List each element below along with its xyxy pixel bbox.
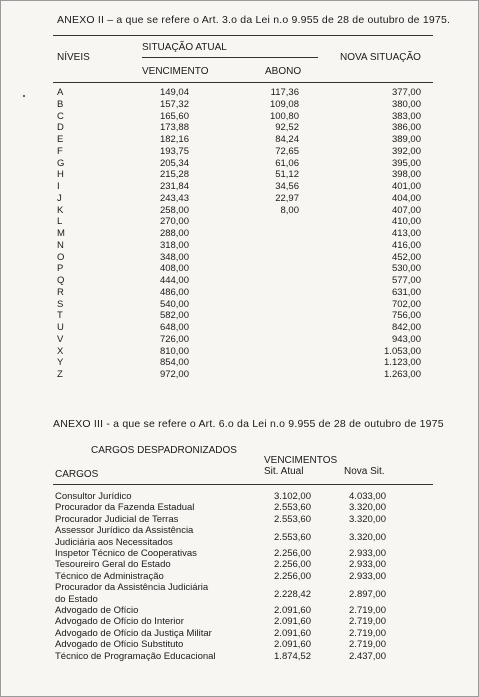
nivel-cell: H bbox=[57, 169, 64, 181]
nivel-cell: R bbox=[57, 286, 64, 298]
cargo-name-line: Procurador da Assistência Judiciária bbox=[55, 582, 209, 594]
anexo-ii-title: ANEXO II – a que se refere o Art. 3.o da Lei n.o 9.955 de 28 de outubro de 1975. bbox=[57, 14, 451, 26]
nivel-cell: E bbox=[57, 134, 64, 145]
nova-situacao-cell: 389,00 bbox=[391, 134, 421, 145]
nova-situacao-cell: 1.263,00 bbox=[384, 369, 421, 380]
nova-situacao-cell: 380,00 bbox=[391, 98, 421, 110]
vencimento-cell: 648,00 bbox=[159, 322, 189, 333]
scan-speck bbox=[23, 95, 25, 97]
situacao-atual-rule bbox=[142, 57, 318, 58]
nova-situacao-cell: 577,00 bbox=[391, 275, 421, 286]
abono-cell: 72,65 bbox=[275, 145, 299, 157]
abono-cell: 8,00 bbox=[280, 204, 299, 216]
vencimento-cell: 205,34 bbox=[159, 157, 189, 169]
nova-situacao-cell: 1.053,00 bbox=[384, 345, 421, 357]
nova-sit-cell: 2.933,00 bbox=[349, 559, 386, 571]
nivel-cell: M bbox=[57, 228, 65, 239]
nova-sit-cell: 2.719,00 bbox=[349, 605, 386, 616]
nova-situacao-cell: 410,00 bbox=[391, 216, 421, 228]
vencimento-cell: 582,00 bbox=[159, 310, 189, 322]
nivel-cell: S bbox=[57, 298, 64, 310]
col-header-vencimento: VENCIMENTO bbox=[142, 66, 209, 77]
nivel-cell: O bbox=[57, 251, 65, 263]
nova-sit-cell: 3.320,00 bbox=[349, 513, 386, 525]
nova-sit-cell: 2.933,00 bbox=[349, 570, 386, 582]
abono-cell: 92,52 bbox=[275, 122, 299, 134]
sit-atual-cell: 2.256,00 bbox=[274, 570, 311, 582]
vencimento-cell: 288,00 bbox=[159, 228, 189, 239]
nivel-cell: X bbox=[57, 345, 64, 357]
nivel-cell: L bbox=[57, 216, 63, 228]
vencimento-cell: 149,04 bbox=[159, 87, 189, 98]
sit-atual-cell: 1.874,52 bbox=[274, 650, 311, 662]
nova-situacao-cell: 407,00 bbox=[391, 204, 421, 216]
vencimento-cell: 165,60 bbox=[159, 110, 189, 122]
vencimento-cell: 810,00 bbox=[159, 345, 189, 357]
vencimento-cell: 854,00 bbox=[159, 357, 189, 369]
vencimento-cell: 726,00 bbox=[159, 333, 189, 345]
abono-cell: 109,08 bbox=[269, 98, 299, 110]
nivel-cell: A bbox=[57, 87, 64, 98]
nivel-cell: V bbox=[57, 333, 64, 345]
nivel-cell: K bbox=[57, 204, 64, 216]
nivel-cell: Z bbox=[57, 369, 63, 380]
sit-atual-cell: 2.553,60 bbox=[274, 513, 311, 525]
nova-sit-cell: 2.719,00 bbox=[349, 627, 386, 639]
cargo-name-line: Assessor Jurídico da Assistência bbox=[55, 525, 194, 537]
vencimento-cell: 215,28 bbox=[159, 169, 189, 181]
col-header-cargos: CARGOS bbox=[55, 469, 99, 480]
col-header-niveis: NÍVEIS bbox=[57, 52, 90, 63]
vencimento-cell: 231,84 bbox=[159, 181, 189, 192]
vencimento-cell: 486,00 bbox=[159, 286, 189, 298]
nova-situacao-cell: 392,00 bbox=[391, 145, 421, 157]
cargo-name-line: Procurador da Fazenda Estadual bbox=[55, 502, 195, 514]
abono-cell: 51,12 bbox=[275, 169, 299, 181]
sit-atual-cell: 2.256,00 bbox=[274, 548, 311, 559]
cargo-name-line: do Estado bbox=[55, 593, 98, 605]
nivel-cell: U bbox=[57, 322, 64, 333]
nivel-cell: Q bbox=[57, 275, 65, 286]
abono-cell: 61,06 bbox=[275, 157, 299, 169]
cargo-name-line: Judiciária aos Necessitados bbox=[55, 536, 173, 548]
col-header-nova-situacao: NOVA SITUAÇÃO bbox=[340, 52, 421, 63]
vencimento-cell: 444,00 bbox=[159, 275, 189, 286]
nivel-cell: F bbox=[57, 145, 63, 157]
nova-situacao-cell: 842,00 bbox=[391, 322, 421, 333]
vencimento-cell: 318,00 bbox=[159, 239, 189, 251]
abono-cell: 34,56 bbox=[275, 181, 299, 192]
anexo-ii-header-rule bbox=[53, 82, 433, 83]
sit-atual-cell: 2.553,60 bbox=[274, 502, 311, 514]
nivel-cell: N bbox=[57, 239, 64, 251]
nivel-cell: D bbox=[57, 122, 64, 134]
abono-cell: 100,80 bbox=[269, 110, 299, 122]
nivel-cell: J bbox=[57, 192, 62, 204]
nova-situacao-cell: 416,00 bbox=[391, 239, 421, 251]
nova-sit-cell: 2.437,00 bbox=[349, 650, 386, 662]
cargo-name-line: Advogado de Ofício bbox=[55, 605, 139, 616]
nova-sit-cell: 2.933,00 bbox=[349, 548, 386, 559]
nova-situacao-cell: 452,00 bbox=[391, 251, 421, 263]
abono-cell: 84,24 bbox=[275, 134, 299, 145]
vencimento-cell: 270,00 bbox=[159, 216, 189, 228]
nova-sit-cell: 3.320,00 bbox=[349, 531, 386, 543]
nova-sit-cell: 3.320,00 bbox=[349, 502, 386, 514]
nivel-cell: T bbox=[57, 310, 63, 322]
sit-atual-cell: 2.091,60 bbox=[274, 605, 311, 616]
nivel-cell: C bbox=[57, 110, 64, 122]
abono-cell: 22,97 bbox=[275, 192, 299, 204]
sit-atual-cell: 3.102,00 bbox=[274, 491, 311, 502]
vencimento-cell: 408,00 bbox=[159, 263, 189, 275]
nova-situacao-cell: 377,00 bbox=[391, 87, 421, 98]
nova-situacao-cell: 404,00 bbox=[391, 192, 421, 204]
nova-sit-cell: 2.897,00 bbox=[349, 588, 386, 600]
nivel-cell: Y bbox=[57, 357, 64, 369]
nivel-cell: P bbox=[57, 263, 64, 275]
abono-cell: 117,36 bbox=[270, 87, 299, 98]
cargo-name-line: Tesoureiro Geral do Estado bbox=[55, 559, 171, 571]
vencimento-cell: 173,88 bbox=[159, 122, 189, 134]
nova-situacao-cell: 631,00 bbox=[391, 286, 421, 298]
nova-situacao-cell: 401,00 bbox=[391, 181, 421, 192]
cargo-name-line: Técnico de Programação Educacional bbox=[55, 650, 216, 662]
vencimento-cell: 182,16 bbox=[159, 134, 189, 145]
cargo-name-line: Advogado de Ofício Substituto bbox=[55, 639, 184, 651]
vencimento-cell: 193,75 bbox=[159, 145, 189, 157]
cargos-despadronizados-heading: CARGOS DESPADRONIZADOS bbox=[91, 445, 237, 456]
nova-situacao-cell: 398,00 bbox=[391, 169, 421, 181]
cargo-name-line: Técnico de Administração bbox=[55, 570, 164, 582]
cargo-name-line: Consultor Jurídico bbox=[55, 491, 132, 502]
vencimento-cell: 972,00 bbox=[159, 369, 189, 380]
nova-situacao-cell: 383,00 bbox=[391, 110, 421, 122]
nova-sit-cell: 2.719,00 bbox=[349, 616, 386, 628]
vencimento-cell: 540,00 bbox=[159, 298, 189, 310]
col-header-sit-atual: Sit. Atual bbox=[264, 466, 304, 477]
nova-situacao-cell: 702,00 bbox=[391, 298, 421, 310]
vencimento-cell: 348,00 bbox=[159, 251, 189, 263]
col-header-situacao-atual: SITUAÇÃO ATUAL bbox=[142, 42, 227, 53]
nova-situacao-cell: 943,00 bbox=[391, 333, 421, 345]
cargo-name-line: Advogado de Ofício do Interior bbox=[55, 616, 184, 628]
nova-situacao-cell: 413,00 bbox=[391, 228, 421, 239]
sit-atual-cell: 2.091,60 bbox=[274, 616, 311, 628]
vencimento-cell: 243,43 bbox=[159, 192, 189, 204]
nova-sit-cell: 2.719,00 bbox=[349, 639, 386, 651]
sit-atual-cell: 2.256,00 bbox=[274, 559, 311, 571]
cargo-name-line: Advogado de Ofício da Justiça Militar bbox=[55, 627, 212, 639]
vencimento-cell: 258,00 bbox=[159, 204, 189, 216]
nova-situacao-cell: 395,00 bbox=[391, 157, 421, 169]
nova-situacao-cell: 1.123,00 bbox=[384, 357, 421, 369]
cargo-name-line: Procurador Judicial de Terras bbox=[55, 513, 179, 525]
col-header-nova-sit: Nova Sit. bbox=[344, 466, 385, 477]
nova-situacao-cell: 386,00 bbox=[391, 122, 421, 134]
anexo-iii-header-rule bbox=[53, 484, 433, 485]
col-header-abono: ABONO bbox=[265, 66, 302, 77]
anexo-ii-top-rule bbox=[53, 35, 433, 36]
nova-situacao-cell: 530,00 bbox=[391, 263, 421, 275]
col-header-vencimentos: VENCIMENTOS bbox=[264, 455, 338, 466]
sit-atual-cell: 2.553,60 bbox=[274, 531, 311, 543]
nivel-cell: G bbox=[57, 157, 65, 169]
nova-sit-cell: 4.033,00 bbox=[349, 491, 386, 502]
nivel-cell: B bbox=[57, 98, 64, 110]
sit-atual-cell: 2.091,60 bbox=[274, 627, 311, 639]
anexo-iii-title: ANEXO III - a que se refere o Art. 6.o da Lei n.o 9.955 de 28 de outubro de 1975 bbox=[53, 418, 444, 430]
nivel-cell: I bbox=[57, 181, 60, 192]
sit-atual-cell: 2.091,60 bbox=[274, 639, 311, 651]
sit-atual-cell: 2.228,42 bbox=[274, 588, 311, 600]
nova-situacao-cell: 756,00 bbox=[391, 310, 421, 322]
cargo-name-line: Inspetor Técnico de Cooperativas bbox=[55, 548, 197, 559]
vencimento-cell: 157,32 bbox=[159, 98, 189, 110]
